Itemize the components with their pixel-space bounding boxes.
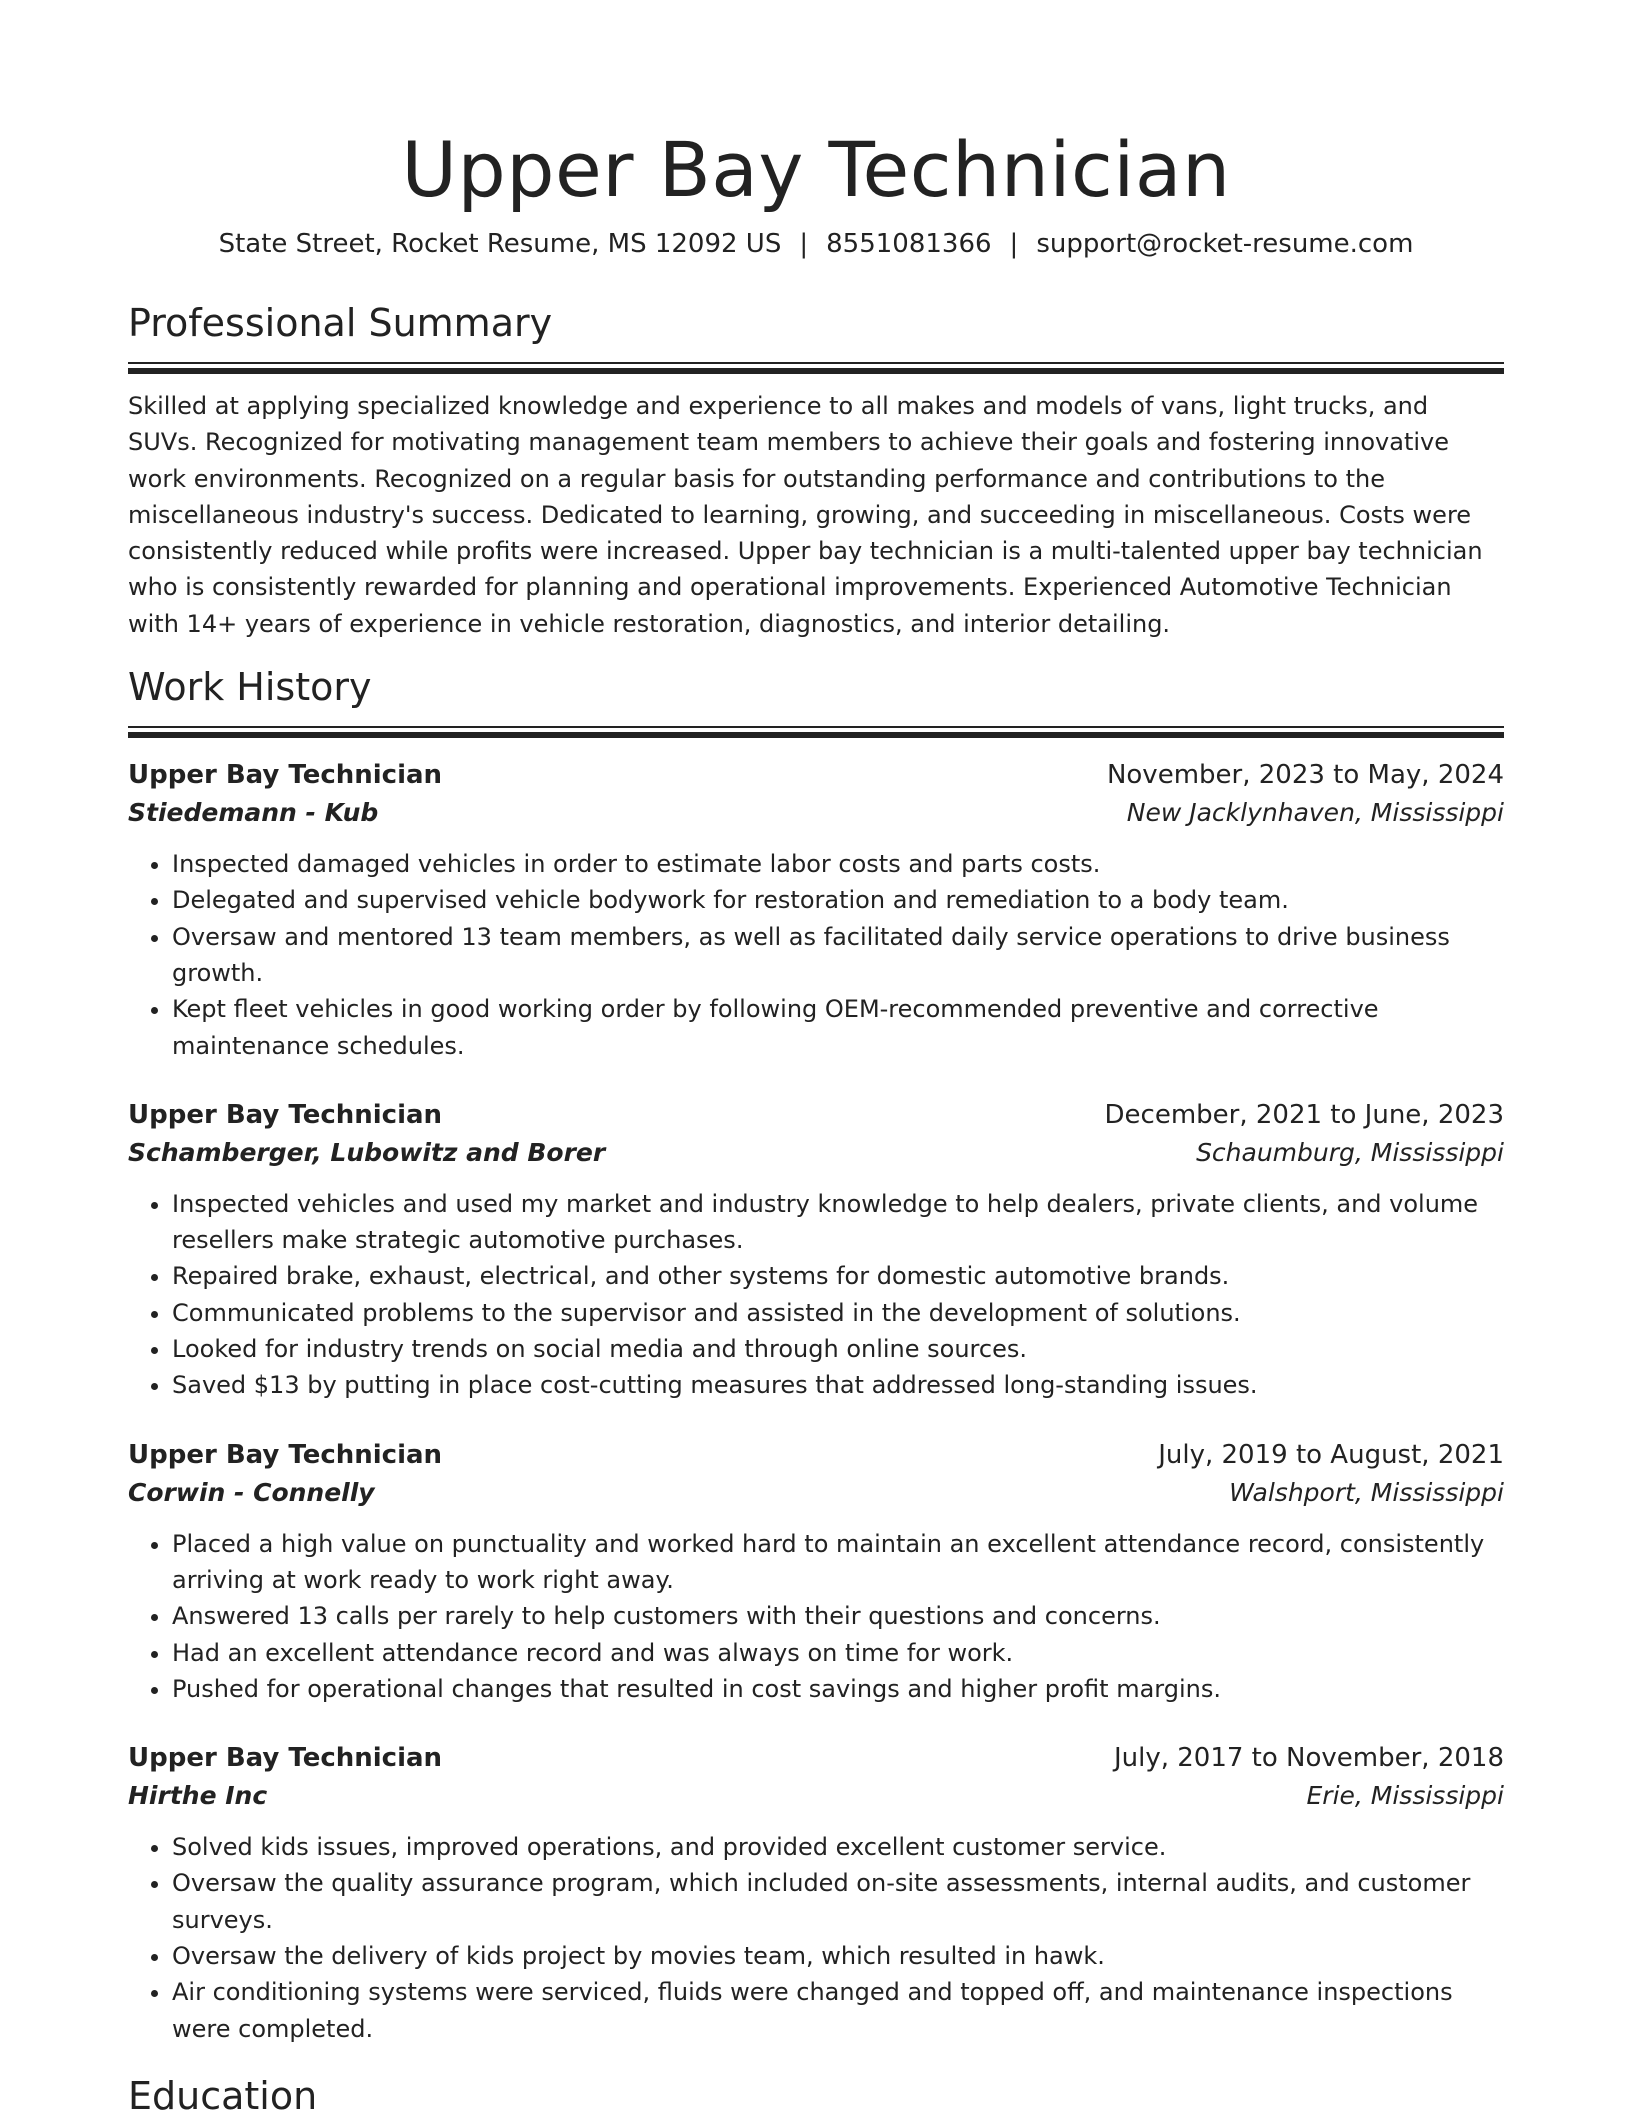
job-bullets <box>128 846 1504 1064</box>
education-section <box>128 2071 1504 2121</box>
job-header-row <box>128 1739 1504 1777</box>
job-header-row <box>128 1436 1504 1474</box>
job-location: Walshport, Mississippi <box>1229 1477 1504 1507</box>
job-entry <box>128 1436 1504 1707</box>
job-location: Erie, Mississippi <box>1306 1781 1504 1811</box>
section-title-work-history: Work History <box>128 665 372 710</box>
job-location: New Jacklynhaven, Mississippi <box>1126 798 1504 828</box>
job-dates: July, 2019 to August, 2021 <box>1158 1439 1504 1470</box>
job-company: Corwin - Connelly <box>128 1477 375 1507</box>
job-bullets <box>128 1829 1504 2047</box>
job-bullet: • Kept fleet vehicles in good working order by following OEM-recommended preventive and corrective maintenance schedules. <box>172 991 1504 1064</box>
job-company: Schamberger, Lubowitz and Borer <box>128 1137 606 1167</box>
job-company: Stiedemann - Kub <box>128 798 379 828</box>
job-bullet: • Oversaw the delivery of kids project by movies team, which resulted in hawk. <box>172 1938 1504 1974</box>
job-bullet: • Answered 13 calls per rarely to help customers with their questions and concerns. <box>172 1598 1504 1634</box>
job-title: Upper Bay Technician <box>128 1439 443 1470</box>
professional-summary-section <box>128 298 1504 642</box>
summary-text: Skilled at applying specialized knowledge and experience to all makes and models of vans, light trucks, and SUVs. Recognized for motivating management team members to achieve their goals and fostering innovative work environments. Recognized on a regular basis for outstanding performance and contributions to the miscellaneous industry's success. Dedicated to learning, growing, and succeeding in miscellaneous. Costs were consistently reduced while profits were increased. Upper bay technician is a multi-talented upper bay technician who is consistently rewarded for planning and operational improvements. Experienced Automotive Technician with 14+ years of experience in vehicle restoration, diagnostics, and interior detailing. <box>128 392 1483 638</box>
job-bullet: • Delegated and supervised vehicle bodywork for restoration and remediation to a body team. <box>172 882 1504 918</box>
job-bullet: • Pushed for operational changes that resulted in cost savings and higher profit margins. <box>172 1671 1504 1707</box>
job-title: Upper Bay Technician <box>128 1743 443 1774</box>
job-dates: November, 2023 to May, 2024 <box>1106 760 1504 791</box>
job-bullet: • Inspected vehicles and used my market and industry knowledge to help dealers, private clients, and volume resellers make strategic automotive purchases. <box>172 1186 1504 1259</box>
job-bullet: • Communicated problems to the supervisor and assisted in the development of solutions. <box>172 1295 1504 1331</box>
job-bullet: • Air conditioning systems were serviced, fluids were changed and topped off, and maintenance inspections were completed. <box>172 1974 1504 2047</box>
job-entry <box>128 1739 1504 2047</box>
job-bullet: • Inspected damaged vehicles in order to estimate labor costs and parts costs. <box>172 846 1504 882</box>
job-company: Hirthe Inc <box>128 1781 268 1811</box>
job-bullet: • Repaired brake, exhaust, electrical, and other systems for domestic automotive brands. <box>172 1258 1504 1294</box>
contact-separator: | <box>799 229 809 259</box>
job-company-row <box>128 1134 1504 1172</box>
section-title-summary: Professional Summary <box>128 301 553 345</box>
job-header-row <box>128 1096 1504 1134</box>
job-bullet: • Oversaw the quality assurance program, which included on-site assessments, internal audits, and customer surveys. <box>172 1865 1504 1938</box>
contact-line <box>128 226 1504 262</box>
job-dates: July, 2017 to November, 2018 <box>1113 1743 1504 1774</box>
job-title: Upper Bay Technician <box>128 1099 443 1130</box>
contact-address: State Street, Rocket Resume, MS 12092 US <box>218 229 782 259</box>
contact-phone: 8551081366 <box>826 229 992 259</box>
job-location: Schaumburg, Mississippi <box>1196 1137 1504 1167</box>
job-bullet: • Solved kids issues, improved operations, and provided excellent customer service. <box>172 1829 1504 1865</box>
job-bullet: • Saved $13 by putting in place cost-cutting measures that addressed long-standing issues. <box>172 1367 1504 1403</box>
contact-email: support@rocket-resume.com <box>1036 229 1414 259</box>
job-bullet: • Placed a high value on punctuality and worked hard to maintain an excellent attendance record, consistently arriving at work ready to work right away. <box>172 1526 1504 1599</box>
job-company-row <box>128 1474 1504 1512</box>
section-title-education: Education <box>128 2073 318 2118</box>
job-bullets <box>128 1526 1504 1707</box>
job-bullet: • Looked for industry trends on social media and through online sources. <box>172 1331 1504 1367</box>
job-entry <box>128 756 1504 1064</box>
section-divider <box>128 362 1504 374</box>
job-bullets <box>128 1186 1504 1404</box>
job-header-row <box>128 756 1504 794</box>
work-history-section <box>128 662 1504 2047</box>
contact-separator: | <box>1009 229 1019 259</box>
job-bullet: • Had an excellent attendance record and was always on time for work. <box>172 1635 1504 1671</box>
job-dates: December, 2021 to June, 2023 <box>1104 1099 1504 1130</box>
resume-page <box>128 0 1504 2121</box>
section-divider <box>128 726 1504 738</box>
candidate-name: Upper Bay Technician <box>401 125 1231 214</box>
job-bullet: • Oversaw and mentored 13 team members, as well as facilitated daily service operations to drive business growth. <box>172 919 1504 992</box>
job-title: Upper Bay Technician <box>128 760 443 791</box>
job-entry <box>128 1096 1504 1404</box>
job-company-row <box>128 1777 1504 1815</box>
job-company-row <box>128 794 1504 832</box>
